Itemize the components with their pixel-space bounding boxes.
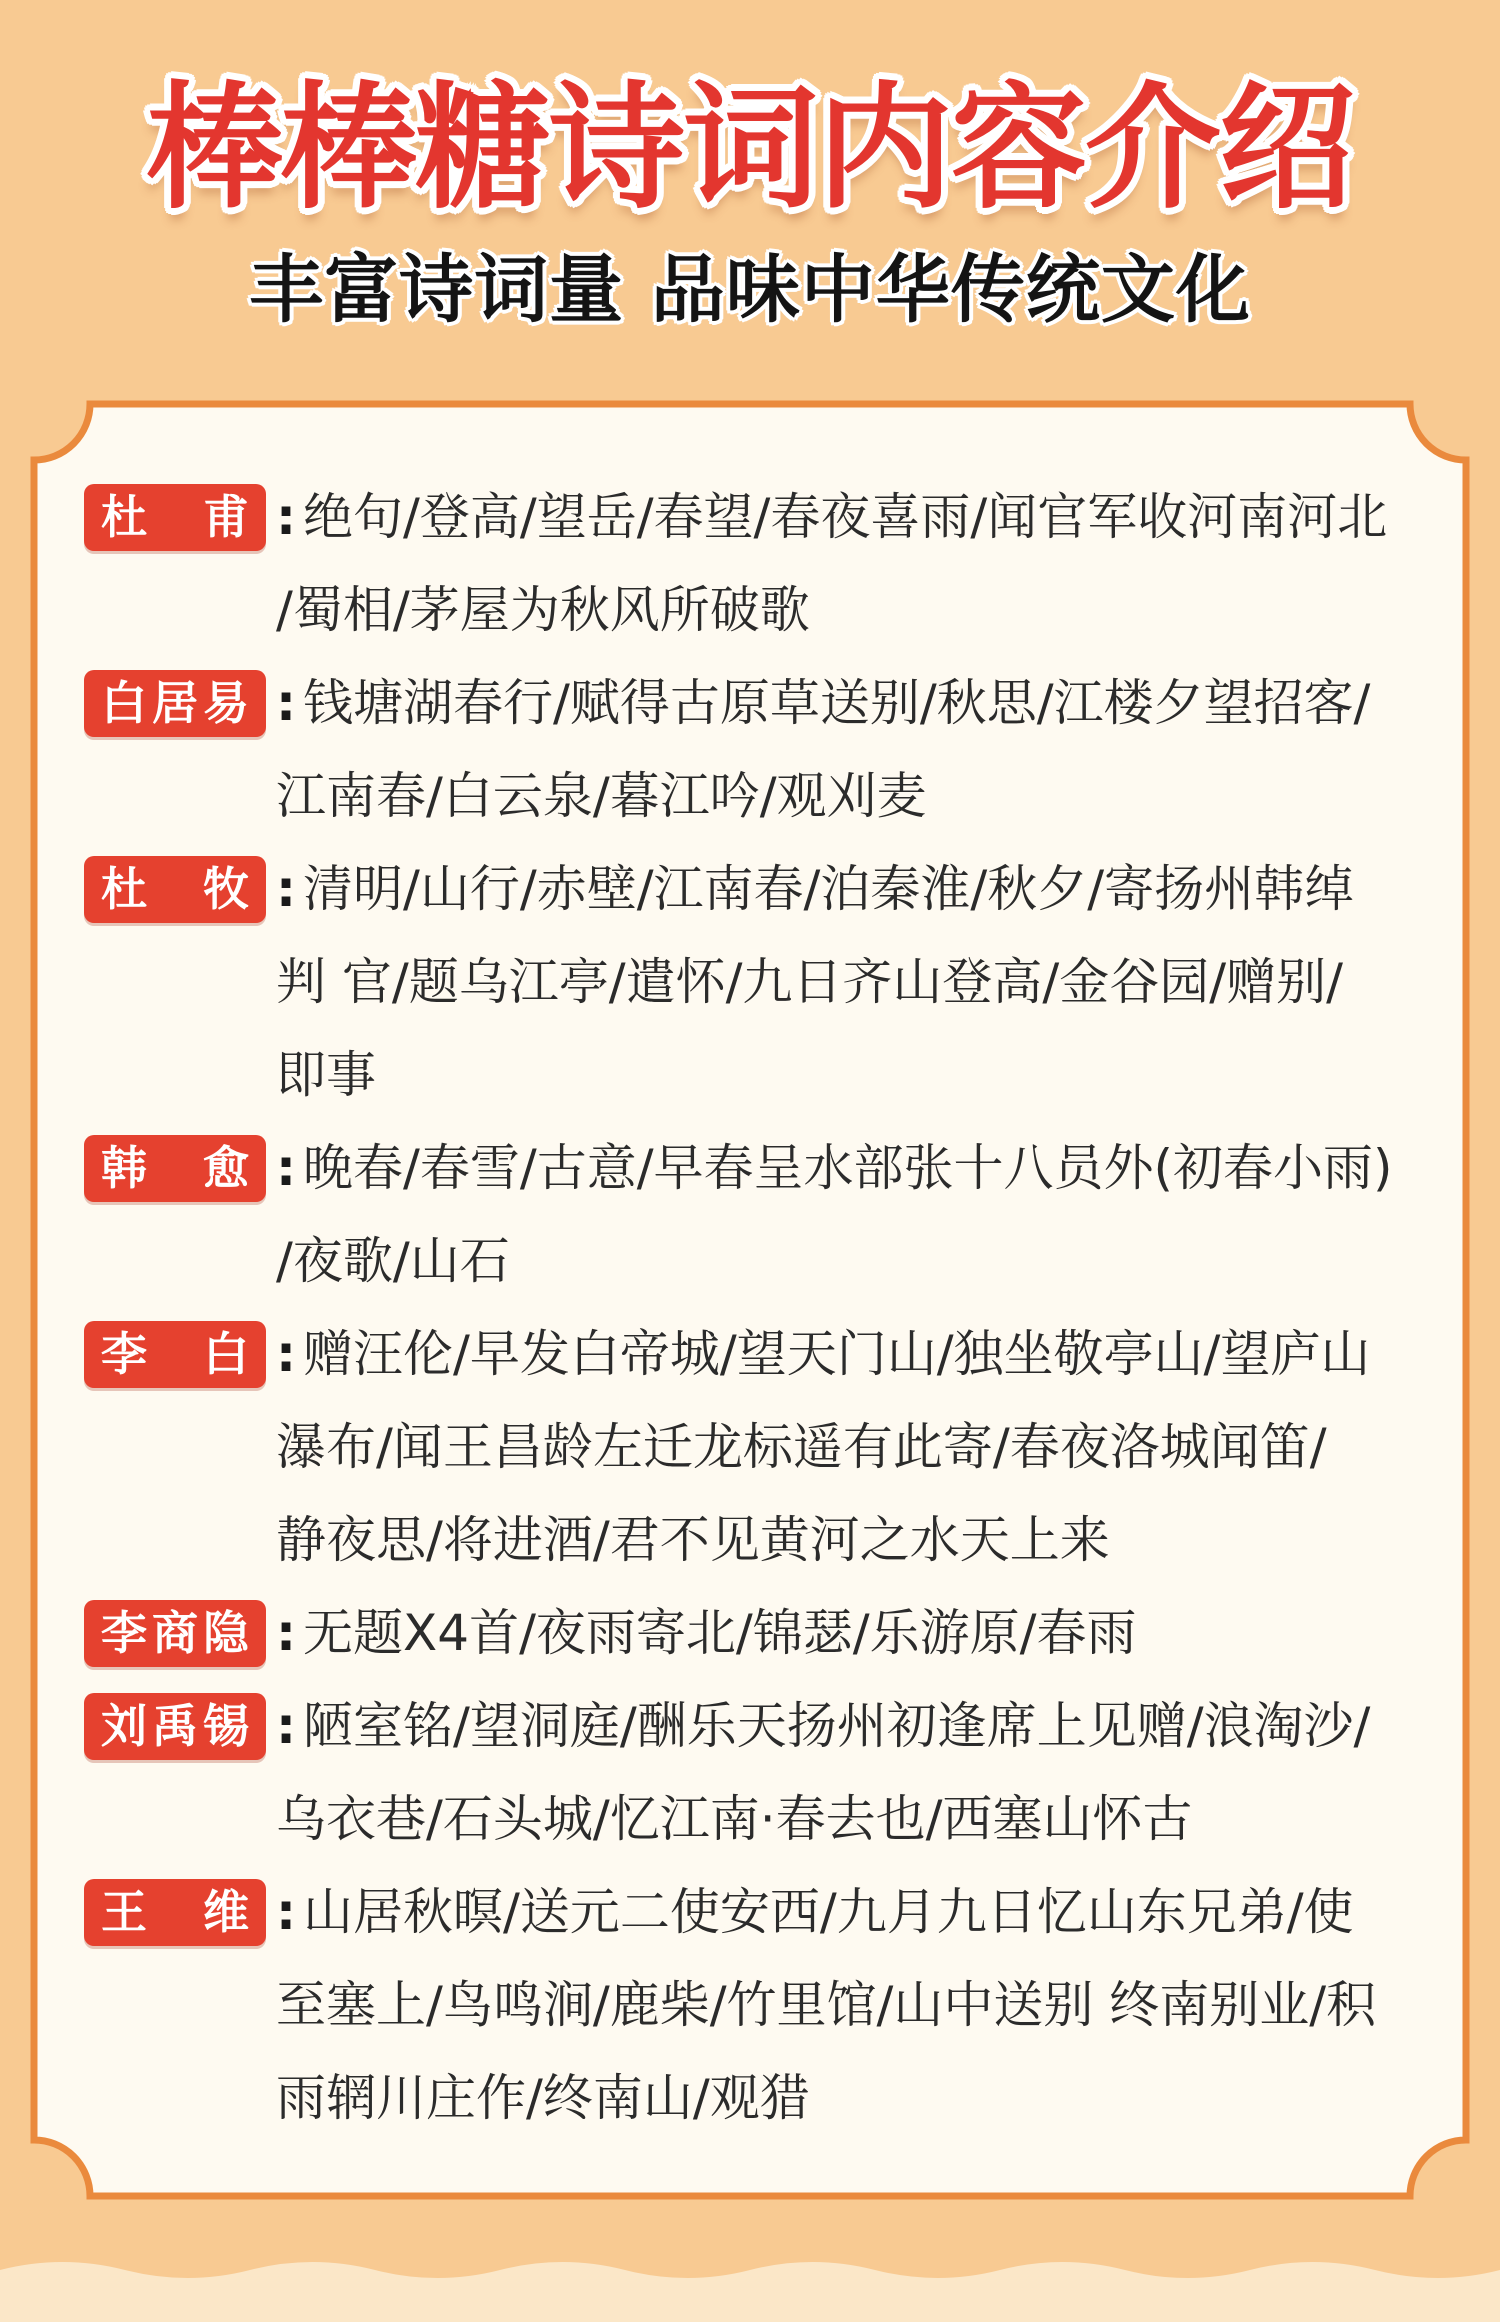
colon-separator: : <box>276 674 296 732</box>
poem-line: 静夜思/将进酒/君不见黄河之水天上来 <box>276 1511 1110 1569</box>
poem-line <box>276 843 1500 936</box>
poem-line: 即事 <box>276 1046 376 1104</box>
poet-name-badge: 白居易 <box>84 670 266 737</box>
poem-line-text: 山居秋暝/送元二使安西/九月九日忆山东兄弟/使 <box>303 1883 1354 1941</box>
poet-name-badge: 杜 牧 <box>84 856 266 923</box>
poem-list <box>276 1866 1500 2145</box>
poem-line: /蜀相/茅屋为秋风所破歌 <box>276 581 810 639</box>
poem-list <box>276 1122 1500 1308</box>
poem-line: /夜歌/山石 <box>276 1232 510 1290</box>
poem-line: 乌衣巷/石头城/忆江南·春去也/西塞山怀古 <box>276 1790 1193 1848</box>
page-title: 棒棒糖诗词内容介绍 <box>147 70 1353 228</box>
colon-separator: : <box>276 1883 296 1941</box>
poem-line: 至塞上/鸟鸣涧/鹿柴/竹里馆/山中送别 终南别业/积 <box>276 1976 1377 2034</box>
poem-list <box>276 1308 1500 1587</box>
poem-line: 江南春/白云泉/暮江吟/观刈麦 <box>276 767 927 825</box>
colon-separator: : <box>276 860 296 918</box>
poem-line: 瀑布/闻王昌龄左迁龙标遥有此寄/春夜洛城闻笛/ <box>276 1418 1327 1476</box>
poem-list <box>276 657 1500 843</box>
poet-name-badge: 李商隐 <box>84 1600 266 1667</box>
poem-line <box>276 1587 1500 1680</box>
poem-line <box>276 1122 1500 1215</box>
poem-line-text: 绝句/登高/望岳/春望/春夜喜雨/闻官军收河南河北 <box>303 488 1388 546</box>
poem-line <box>276 1866 1500 1959</box>
poem-line-text: 晚春/春雪/古意/早春呈水部张十八员外(初春小雨) <box>303 1139 1393 1197</box>
colon-separator: : <box>276 1325 296 1383</box>
poem-line <box>276 1308 1500 1401</box>
colon-separator: : <box>276 1139 296 1197</box>
poet-entry-liu-yuxi <box>0 1680 1500 1866</box>
poet-name-badge: 王 维 <box>84 1879 266 1946</box>
poem-line-text: 钱塘湖春行/赋得古原草送别/秋思/江楼夕望招客/ <box>303 674 1371 732</box>
poet-entry-du-fu <box>0 471 1500 657</box>
poem-list <box>276 471 1500 657</box>
poem-list <box>276 1587 1500 1680</box>
poet-entry-bai-juyi <box>0 657 1500 843</box>
poet-entry-wang-wei <box>0 1866 1500 2145</box>
colon-separator: : <box>276 488 296 546</box>
wave-shape <box>0 2262 1500 2322</box>
poet-name-badge: 韩 愈 <box>84 1135 266 1202</box>
poem-line: 雨辋川庄作/终南山/观猎 <box>276 2069 810 2127</box>
poet-entry-li-bai <box>0 1308 1500 1587</box>
poem-line-text: 清明/山行/赤壁/江南春/泊秦淮/秋夕/寄扬州韩绰 <box>303 860 1355 918</box>
poet-list <box>0 471 1500 2145</box>
poem-line-text: 赠汪伦/早发白帝城/望天门山/独坐敬亭山/望庐山 <box>303 1325 1371 1383</box>
poem-list <box>276 1680 1500 1866</box>
poet-name-badge: 刘禹锡 <box>84 1693 266 1760</box>
poem-list <box>276 843 1500 1122</box>
poem-line-text: 无题X4首/夜雨寄北/锦瑟/乐游原/春雨 <box>303 1604 1137 1662</box>
poem-line-text: 陋室铭/望洞庭/酬乐天扬州初逢席上见赠/浪淘沙/ <box>303 1697 1371 1755</box>
poem-line <box>276 657 1500 750</box>
poet-name-badge: 李 白 <box>84 1321 266 1388</box>
colon-separator: : <box>276 1604 296 1662</box>
colon-separator: : <box>276 1697 296 1755</box>
poet-name-badge: 杜 甫 <box>84 484 266 551</box>
page-subtitle: 丰富诗词量 品味中华传统文化 <box>249 247 1251 333</box>
poem-line: 判 官/题乌江亭/遣怀/九日齐山登高/金谷园/赠别/ <box>276 953 1343 1011</box>
poet-entry-han-yu <box>0 1122 1500 1308</box>
poem-line <box>276 471 1500 564</box>
poet-entry-du-mu <box>0 843 1500 1122</box>
poem-line <box>276 1680 1500 1773</box>
bottom-wave-decoration <box>0 2250 1500 2322</box>
poet-entry-li-shangyin <box>0 1587 1500 1680</box>
